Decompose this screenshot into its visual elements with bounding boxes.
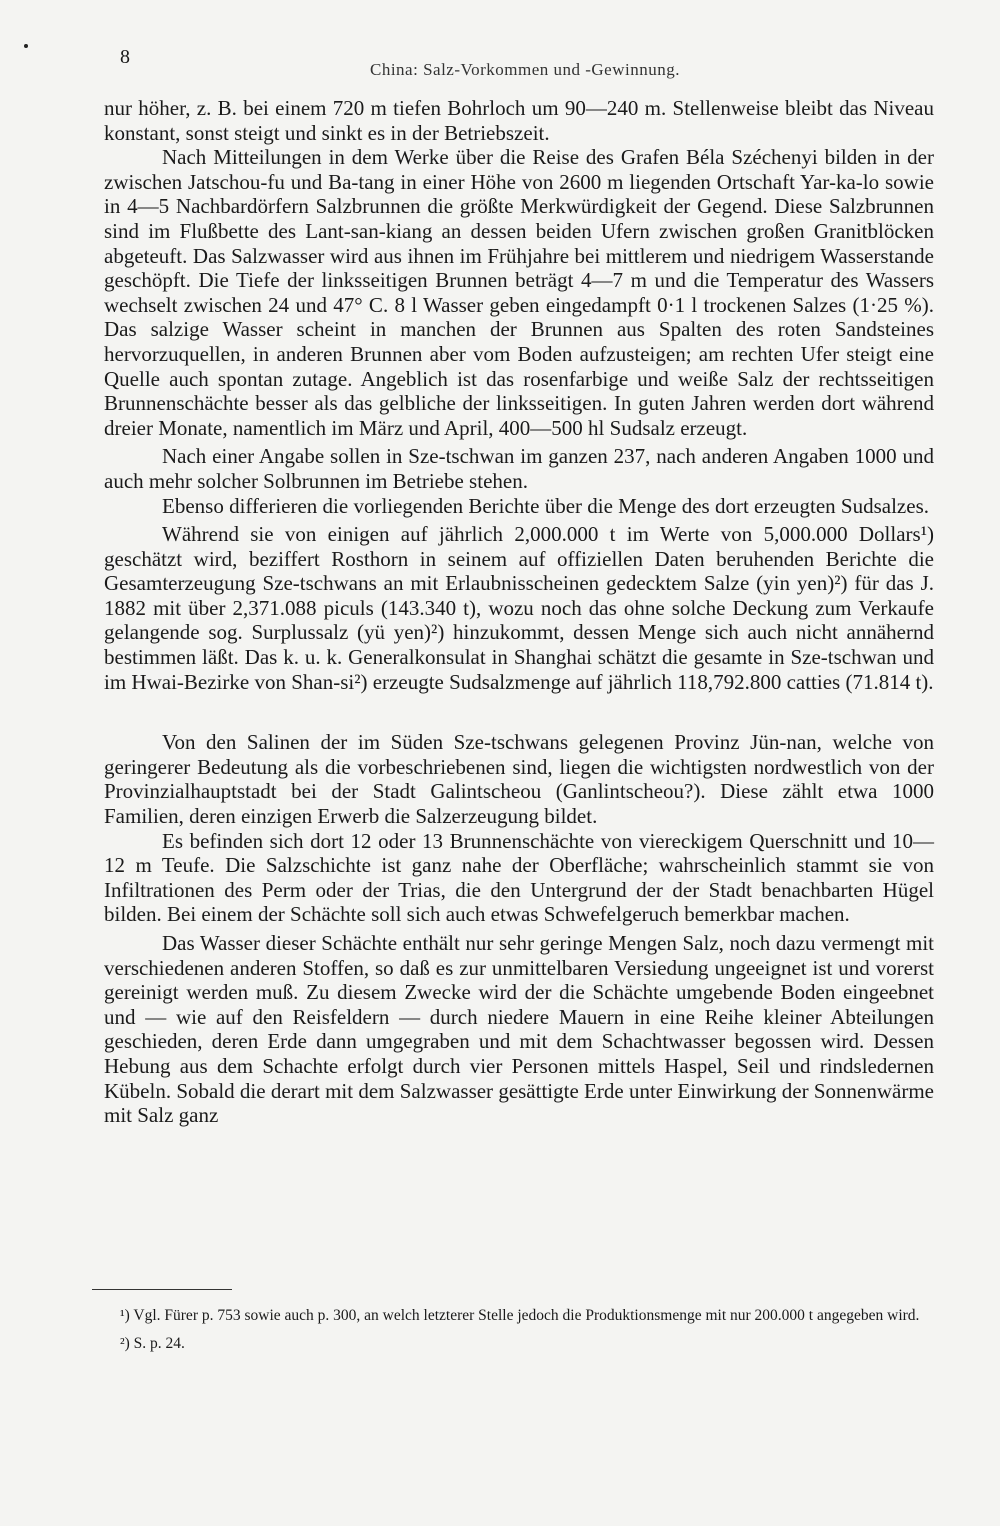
paragraph: Es befinden sich dort 12 oder 13 Brunnenschächte von viereckigem Querschnitt und 10—12 m Teufe. Die Salzschichte ist ganz nahe der Oberfläche; wahrscheinlich stammt sie von Infiltrationen des Perm oder der Trias, die den Untergrund der der Stadt benachbarten Hügel bilden. Bei einem der Schächte soll sich auch etwas Schwefelgeruch bemerkbar machen.: [104, 828, 934, 927]
ink-speck: [24, 44, 28, 48]
running-head: China: Salz-Vorkommen und -Gewinnung.: [370, 60, 680, 79]
paragraph: Das Wasser dieser Schächte enthält nur sehr geringe Mengen Salz, noch dazu vermengt mit verschiedenen anderen Stoffen, so daß es zur unmittelbaren Versiedung ungeeignet ist und vorerst gereinigt werden muß. Zu diesem Zwecke wird der die Schächte umgebende Boden eingeebnet und — wie auf den Reisfeldern — durch niedere Mauern in eine Reihe kleiner Abteilungen geschieden, deren Erde dann umgegraben und mit dem Schachtwasser begossen wird. Dessen Hebung aus dem Schachte erfolgt durch vier Personen mittels Haspel, Seil und rindsledernen Kübeln. Sobald die derart mit dem Salzwasser gesättigte Erde unter Einwirkung der Sonnenwärme mit Salz ganz: [104, 931, 934, 1128]
paragraph: Nach einer Angabe sollen in Sze-tschwan im ganzen 237, nach anderen Angaben 1000 und auch mehr solcher Solbrunnen im Betriebe stehen.: [104, 444, 934, 493]
footnote: ¹) Vgl. Fürer p. 753 sowie auch p. 300, an welch letzterer Stelle jedoch die Produktionsmenge mit nur 200.000 t angegeben wird.: [120, 1307, 920, 1324]
page-number: 8: [120, 46, 130, 68]
footnote-rule: [92, 1289, 232, 1290]
footnotes: [90, 1306, 920, 1354]
footnote: ²) S. p. 24.: [120, 1335, 185, 1352]
paragraph: nur höher, z. B. bei einem 720 m tiefen Bohrloch um 90—240 m. Stellenweise bleibt das Niveau konstant, sonst steigt und sinkt es in der Betriebszeit.: [104, 96, 934, 145]
paragraph: Während sie von einigen auf jährlich 2,000.000 t im Werte von 5,000.000 Dollars¹) geschätzt wird, beziffert Rosthorn in seinem auf offiziellen Daten beruhenden Berichte die Gesamterzeugung Sze-tschwans an mit Erlaubnisscheinen gedecktem Salze (yin yen)²) für das J. 1882 mit über 2,371.088 piculs (143.340 t), wozu noch das ohne solche Deckung zum Verkaufe gelangende sog. Surplussalz (yü yen)²) hinzukommt, dessen Menge sich auch nicht annähernd bestimmen läßt. Das k. u. k. Generalkonsulat in Shanghai schätzt die gesamte in Sze-tschwan und im Hwai-Bezirke von Shan-si²) erzeugte Sudsalzmenge auf jährlich 118,792.800 catties (71.814 t).: [104, 522, 934, 694]
paragraph: Nach Mitteilungen in dem Werke über die Reise des Grafen Béla Széchenyi bilden in der zwischen Jatschou-fu und Ba-tang in einer Höhe von 2600 m liegenden Ortschaft Yar-ka-lo sowie in 4—5 Nachbardörfern Salzbrunnen die größte Merkwürdigkeit der Gegend. Diese Salzbrunnen sind im Flußbette des Lant-san-kiang an dessen beiden Ufern zwischen großen Granitblöcken abgeteuft. Das Salzwasser wird aus ihnen im Frühjahre bei mittlerem und niedrigem Wasserstande geschöpft. Die Tiefe der linksseitigen Brunnen beträgt 4—7 m und die Temperatur des Wassers wechselt zwischen 24 und 47° C. 8 l Wasser geben eingedampft 0·1 l trockenen Salzes (1·25 %). Das salzige Wasser scheint in manchen der Brunnen aus Spalten des roten Sandsteines hervorzuquellen, in anderen Brunnen aber vom Boden aufzusteigen; am rechten Ufer steigt eine Quelle auch spontan zutage. Angeblich ist das rosenfarbige und weiße Salz der rechtsseitigen Brunnenschächte besser als das gelbliche der linksseitigen. In guten Jahren werden dort während dreier Monate, namentlich im März und April, 400—500 hl Sudsalz erzeugt.: [104, 145, 934, 440]
paragraph: Von den Salinen der im Süden Sze-tschwans gelegenen Provinz Jün-nan, welche von geringerer Bedeutung als die vorbeschriebenen sind, liegen die wichtigsten nordwestlich von der Provinzialhauptstadt bei der Stadt Galintscheou (Ganlintscheou?). Diese zählt etwa 1000 Familien, deren einzigen Erwerb die Salzerzeugung bildet.: [104, 730, 934, 829]
main-text: [104, 96, 934, 1128]
paragraph: Ebenso differieren die vorliegenden Berichte über die Menge des dort erzeugten Sudsalzes.: [162, 493, 929, 518]
